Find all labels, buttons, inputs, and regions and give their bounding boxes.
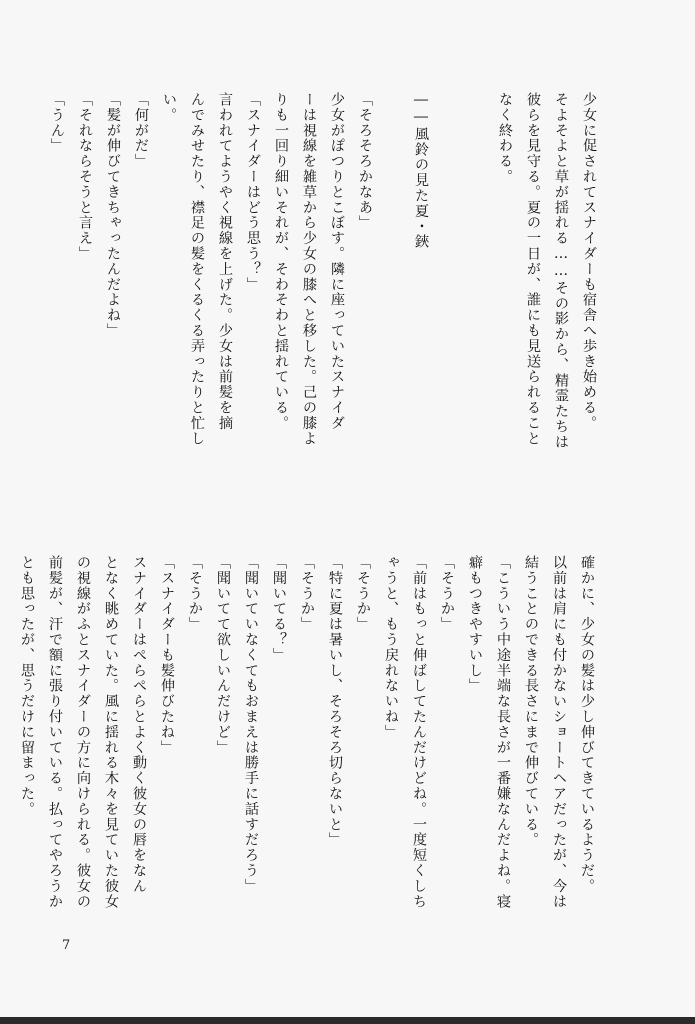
text-line: 「そうか」 [439,555,455,632]
text-line: 少女がぽつりとこぼす。隣に座っていたスナイダ [329,92,345,431]
text-line: 少女に促されてスナイダーも宿舎へ歩き始める。 [581,92,597,431]
text-line: 彼らを見守る。夏の一日が、誰にも見送られること [525,92,541,447]
text-line: 「そうか」 [355,555,371,632]
text-line: 「そうか」 [299,555,315,632]
text-line: 「それならそうと言え」 [77,92,93,262]
text-line: 「聞いてる？」 [271,555,287,663]
text-line: 癖もつきやすいし」 [467,555,483,694]
text-line: りも一回り細いそれが、そわそわと揺れている。 [273,92,289,431]
text-line: とも思ったが、思うだけに留まった。 [19,555,35,817]
lower-text-block [19,555,601,915]
text-line: 「聞いてて欲しいんだけど」 [215,555,231,756]
section-subtitle: ――風鈴の見た夏・鋏 [413,92,429,250]
text-line: 結うことのできる長さにまで伸びている。 [523,555,539,848]
text-line: 「うん」 [49,92,65,154]
blank-line [435,92,463,462]
bottom-edge [0,1017,695,1024]
text-line: 前髪が、汗で額に張り付いている。払ってやろうか [47,555,63,910]
text-line: 「髪が伸びてきちゃったんだよね」 [105,92,121,339]
blank-line [463,92,491,462]
upper-text-block [49,92,603,462]
text-line: 「スナイダーも髪伸びたね」 [159,555,175,756]
text-line: 「こういう中途半端な長さが一番嫌なんだよね。寝 [495,555,511,910]
text-line: 以前は肩にも付かないショートヘアだったが、今は [551,555,567,910]
text-line: ゃうと、もう戻れないね」 [383,555,399,740]
text-line: 「特に夏は暑いし、そろそろ切らないと」 [327,555,343,848]
text-line: 「聞いていなくてもおまえは勝手に話すだろう」 [243,555,259,894]
text-line: 確かに、少女の髪は少し伸びてきているようだ。 [579,555,595,894]
text-line: んでみせたり、襟足の髪をくるくる弄ったりと忙し [189,92,205,447]
text-line: 「そうか」 [187,555,203,632]
text-line: そよそよと草が揺れる……その影から、精霊たちは [553,92,569,450]
blank-line [379,92,407,462]
text-line: 「スナイダーはどう思う？」 [245,92,261,293]
page-number: 7 [62,938,71,953]
text-line: 「そろそろかなあ」 [357,92,373,231]
text-line: 「前はもっと伸ばしてたんだけどね。一度短くしち [411,555,427,910]
text-line: い。 [161,92,177,123]
text-line: の視線がふとスナイダーの方に向けられる。彼女の [75,555,91,910]
text-line: 言われてようやく視線を上げた。少女は前髪を摘 [217,92,233,431]
text-line: となく眺めていた。風に揺れる木々を見ていた彼女 [103,555,119,910]
text-line: 「何がだ」 [133,92,149,169]
text-line: なく終わる。 [497,92,513,185]
text-line: ーは視線を雑草から少女の膝へと移した。己の膝よ [301,92,317,447]
text-line: スナイダーはぺらぺらとよく動く彼女の唇をなん [131,555,147,894]
